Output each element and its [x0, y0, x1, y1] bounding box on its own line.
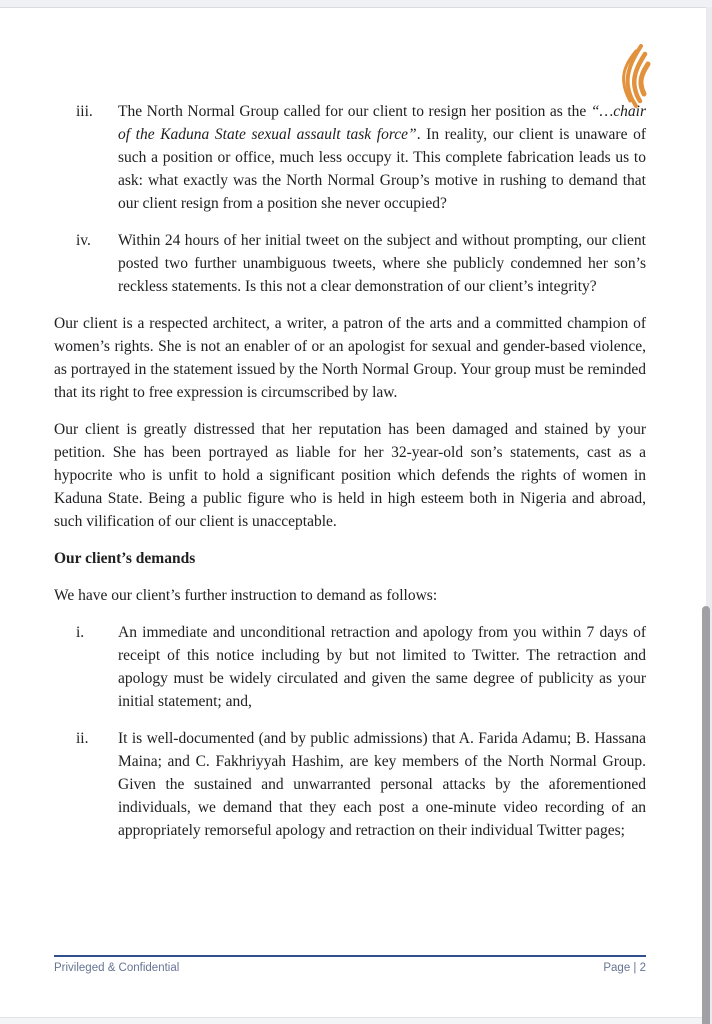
text-run: The North Normal Group called for our client to resign her position as the	[118, 103, 591, 120]
list-item-iii	[54, 100, 646, 215]
footer-confidential-label: Privileged & Confidential	[54, 962, 180, 974]
page-footer	[54, 955, 646, 974]
footer-page-number: Page | 2	[603, 962, 646, 974]
viewer-top-edge	[0, 0, 712, 8]
list-item-ii	[54, 727, 646, 842]
list-item-text	[118, 103, 646, 212]
list-item-text: An immediate and unconditional retraction and apology from you within 7 days of receipt of this notice including by but not limited to Twitter. The retraction and apology must be widely circulated and given the same degree of publicity as your initial statement; and,	[118, 624, 646, 710]
flame-icon	[616, 44, 652, 108]
list-marker: iii.	[76, 103, 93, 120]
letter-body	[54, 100, 646, 856]
paragraph: Our client is a respected architect, a writer, a patron of the arts and a committed champion of women’s rights. She is not an enabler of or an apologist for sexual and gender-based violence, as portrayed in the statement issued by the North Normal Group. Your group must be reminded that its right to free expression is circumscribed by law.	[54, 315, 646, 401]
list-item-text: It is well-documented (and by public admissions) that A. Farida Adamu; B. Hassana Maina; and C. Fakhriyyah Hashim, are key members of the North Normal Group. Given the sustained and unwarranted personal attacks by the aforementioned individuals, we demand that they each post a one-minute video recording of an appropriately remorseful apology and retraction on their individual Twitter pages;	[118, 730, 646, 839]
list-item-text: Within 24 hours of her initial tweet on the subject and without prompting, our client posted two further unambiguous tweets, where she publicly condemned her son’s reckless statements. Is this not a clear demonstration of our client’s integrity?	[118, 232, 646, 295]
viewer-bottom-edge	[0, 1017, 712, 1024]
section-heading: Our client’s demands	[54, 550, 196, 567]
quoted-phrase: “…chair of the Kaduna State sexual assault task force”	[118, 103, 646, 143]
list-marker: iv.	[76, 232, 91, 249]
text-run: . In reality, our client is unaware of such a position or office, much less occupy it. This complete fabrication leads us to ask: what exactly was the North Normal Group’s motive in rushing to demand that our client resign from a position she never occupied?	[118, 126, 646, 212]
paragraph: Our client is greatly distressed that her reputation has been damaged and stained by your petition. She has been portrayed as liable for her 32-year-old son’s statements, cast as a hypocrite who is unfit to hold a significant position which defends the rights of women in Kaduna State. Being a public figure who is held in high esteem both in Nigeria and abroad, such vilification of our client is unacceptable.	[54, 421, 646, 530]
list-marker: i.	[76, 624, 85, 641]
scrollbar-thumb[interactable]	[702, 606, 710, 1024]
list-item-i	[54, 621, 646, 713]
intro-line: We have our client’s further instruction to demand as follows:	[54, 587, 438, 604]
list-item-iv	[54, 229, 646, 298]
list-marker: ii.	[76, 730, 89, 747]
firm-logo	[616, 44, 652, 108]
